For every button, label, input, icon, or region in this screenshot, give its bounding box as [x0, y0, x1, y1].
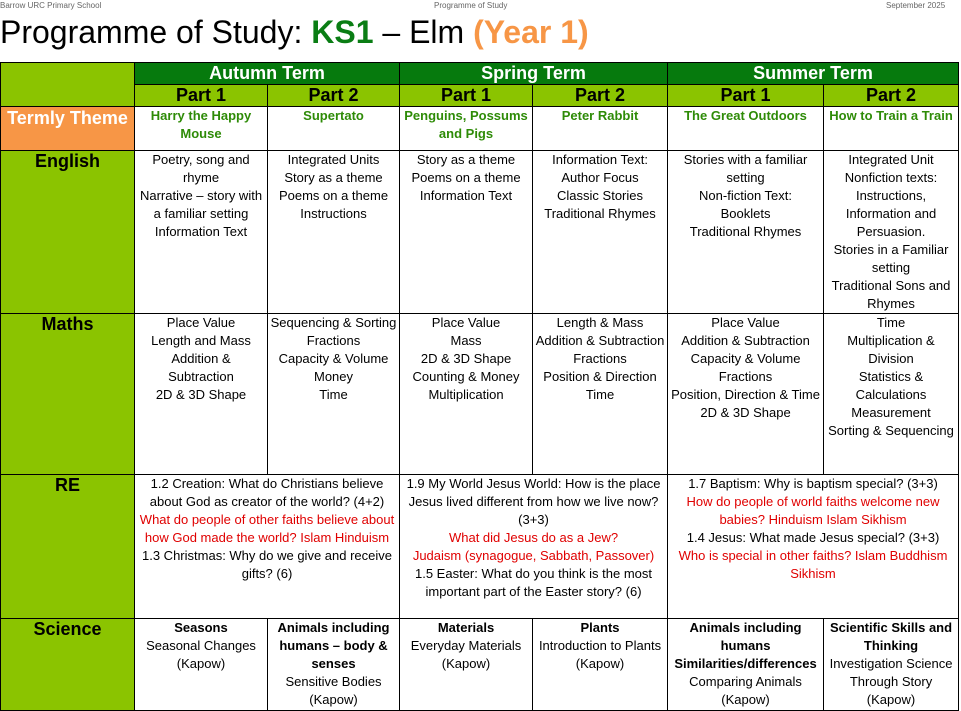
- row-label-english: English: [1, 151, 135, 314]
- cell-line: 2D & 3D Shape: [700, 405, 791, 420]
- cell-line: Instructions: [300, 206, 367, 221]
- maths-cell: [135, 314, 268, 475]
- cell-line: Statistics & Calculations: [855, 369, 927, 402]
- school-name: Barrow URC Primary School: [0, 1, 102, 10]
- part-summer-2: Part 2: [824, 85, 959, 107]
- corner-cell: [1, 63, 135, 107]
- header-date: September 2025: [886, 1, 946, 10]
- cell-line: Information Text: [419, 188, 513, 203]
- cell-line: Integrated Unit: [848, 152, 934, 167]
- part-spring-2: Part 2: [533, 85, 668, 107]
- re-cell: [135, 475, 400, 619]
- term-spring: Spring Term: [400, 63, 668, 85]
- maths-cell: [668, 314, 824, 475]
- cell-line: Poems on a theme: [411, 170, 521, 185]
- cell-line: Non-fiction Text:: [699, 188, 792, 203]
- row-label-theme: Termly Theme: [1, 107, 135, 151]
- re-other-faith-line: Judaism (synagogue, Sabbath, Passover): [412, 548, 655, 563]
- cell-line: Time: [876, 315, 906, 330]
- cell-line: Stories with a familiar setting: [683, 152, 808, 185]
- programme-table: [0, 62, 959, 711]
- cell-line: Mass: [450, 333, 482, 348]
- maths-cell: [533, 314, 668, 475]
- cell-line: Addition & Subtraction: [535, 333, 665, 348]
- cell-line: Narrative – story with a familiar setting: [139, 188, 263, 221]
- header-center: Programme of Study: [434, 1, 508, 10]
- cell-line: Traditional Sons and Rhymes: [831, 278, 951, 311]
- re-unit-line: 1.2 Creation: What do Christians believe about God as creator of the world? (4+2): [149, 476, 385, 509]
- cell-line: Instructions, Information and Persuasion.: [845, 188, 937, 239]
- part-summer-1: Part 1: [668, 85, 824, 107]
- cell-line: Capacity & Volume: [690, 351, 801, 366]
- science-cell: Animals including humans Similarities/differences Comparing Animals (Kapow): [668, 619, 824, 711]
- cell-line: Fractions: [573, 351, 627, 366]
- english-cell: [268, 151, 400, 314]
- re-other-faith-line: How do people of world faiths welcome new babies? Hinduism Islam Sikhism: [686, 494, 940, 527]
- page-title: [0, 12, 589, 52]
- row-label-re: RE: [1, 475, 135, 619]
- cell-line: 2D & 3D Shape: [420, 351, 512, 366]
- re-other-faith-line: What did Jesus do as a Jew?: [448, 530, 619, 545]
- cell-line: Nonfiction texts:: [844, 170, 938, 185]
- english-cell: [824, 151, 959, 314]
- cell-line: Classic Stories: [557, 188, 643, 203]
- cell-line: Time: [585, 387, 615, 402]
- cell-line: Capacity & Volume: [278, 351, 389, 366]
- cell-line: Multiplication & Division: [847, 333, 935, 366]
- theme-cell: How to Train a Train: [824, 107, 959, 151]
- cell-line: Position & Direction: [543, 369, 657, 384]
- cell-line: Story as a theme: [416, 152, 516, 167]
- cell-line: Author Focus: [561, 170, 639, 185]
- cell-line: Information Text:: [552, 152, 648, 167]
- theme-cell: Supertato: [268, 107, 400, 151]
- cell-line: Information Text: [154, 224, 248, 239]
- cell-line: Length & Mass: [556, 315, 644, 330]
- title-ks: KS1: [311, 14, 374, 50]
- theme-cell: Penguins, Possums and Pigs: [400, 107, 533, 151]
- english-cell: [135, 151, 268, 314]
- cell-line: Counting & Money: [412, 369, 520, 384]
- cell-line: Fractions: [306, 333, 361, 348]
- theme-cell: Harry the Happy Mouse: [135, 107, 268, 151]
- cell-line: Booklets: [720, 206, 771, 221]
- row-label-science: Science: [1, 619, 135, 711]
- cell-line: Integrated Units: [287, 152, 380, 167]
- cell-line: Traditional Rhymes: [544, 206, 656, 221]
- cell-line: Time: [319, 387, 348, 402]
- cell-line: Addition & Subtraction: [168, 351, 234, 384]
- cell-line: Poems on a theme: [278, 188, 389, 203]
- re-cell: [668, 475, 959, 619]
- cell-line: Fractions: [718, 369, 773, 384]
- cell-line: Measurement: [851, 405, 931, 420]
- science-cell: Scientific Skills and Thinking Investigation Science Through Story (Kapow): [824, 619, 959, 711]
- re-unit-line: 1.5 Easter: What do you think is the most important part of the Easter story? (6): [415, 566, 653, 599]
- cell-line: Story as a theme: [284, 170, 383, 185]
- re-unit-line: 1.7 Baptism: Why is baptism special? (3+3): [688, 476, 938, 491]
- science-cell: Seasons Seasonal Changes (Kapow): [135, 619, 268, 711]
- english-cell: [400, 151, 533, 314]
- cell-line: Money: [313, 369, 354, 384]
- cell-line: Position, Direction & Time: [671, 387, 820, 402]
- english-cell: [533, 151, 668, 314]
- cell-line: Addition & Subtraction: [681, 333, 810, 348]
- theme-cell: Peter Rabbit: [533, 107, 668, 151]
- re-unit-line: 1.3 Christmas: Why do we give and receive gifts? (6): [142, 548, 392, 581]
- cell-line: Place Value: [166, 315, 236, 330]
- title-class: – Elm: [373, 14, 474, 50]
- english-cell: [668, 151, 824, 314]
- part-autumn-1: Part 1: [135, 85, 268, 107]
- cell-line: Sequencing & Sorting: [270, 315, 397, 330]
- theme-cell: The Great Outdoors: [668, 107, 824, 151]
- re-unit-line: 1.9 My World Jesus World: How is the place Jesus lived different from how we live now? (3+3): [406, 476, 661, 527]
- cell-line: Place Value: [431, 315, 501, 330]
- title-prefix: Programme of Study:: [0, 14, 312, 50]
- science-cell: Animals including humans – body & senses Sensitive Bodies (Kapow): [268, 619, 400, 711]
- re-other-faith-line: Who is special in other faiths? Islam Buddhism Sikhism: [678, 548, 948, 581]
- term-autumn: Autumn Term: [135, 63, 400, 85]
- science-cell: Plants Introduction to Plants (Kapow): [533, 619, 668, 711]
- cell-line: Multiplication: [428, 387, 504, 402]
- cell-line: Traditional Rhymes: [689, 224, 802, 239]
- maths-cell: [400, 314, 533, 475]
- maths-cell: [824, 314, 959, 475]
- cell-line: Poetry, song and rhyme: [152, 152, 250, 185]
- cell-line: 2D & 3D Shape: [155, 387, 247, 402]
- cell-line: Stories in a Familiar setting: [833, 242, 949, 275]
- re-cell: [400, 475, 668, 619]
- re-other-faith-line: What do people of other faiths believe about how God made the world? Islam Hinduism: [139, 512, 395, 545]
- document-header: [0, 0, 961, 12]
- row-label-maths: Maths: [1, 314, 135, 475]
- cell-line: Length and Mass: [151, 333, 251, 348]
- maths-cell: [268, 314, 400, 475]
- part-spring-1: Part 1: [400, 85, 533, 107]
- part-autumn-2: Part 2: [268, 85, 400, 107]
- term-summer: Summer Term: [668, 63, 959, 85]
- cell-line: Sorting & Sequencing: [828, 423, 954, 438]
- re-unit-line: 1.4 Jesus: What made Jesus special? (3+3): [686, 530, 940, 545]
- science-cell: Materials Everyday Materials (Kapow): [400, 619, 533, 711]
- cell-line: Place Value: [711, 315, 780, 330]
- title-year: (Year 1): [473, 14, 589, 50]
